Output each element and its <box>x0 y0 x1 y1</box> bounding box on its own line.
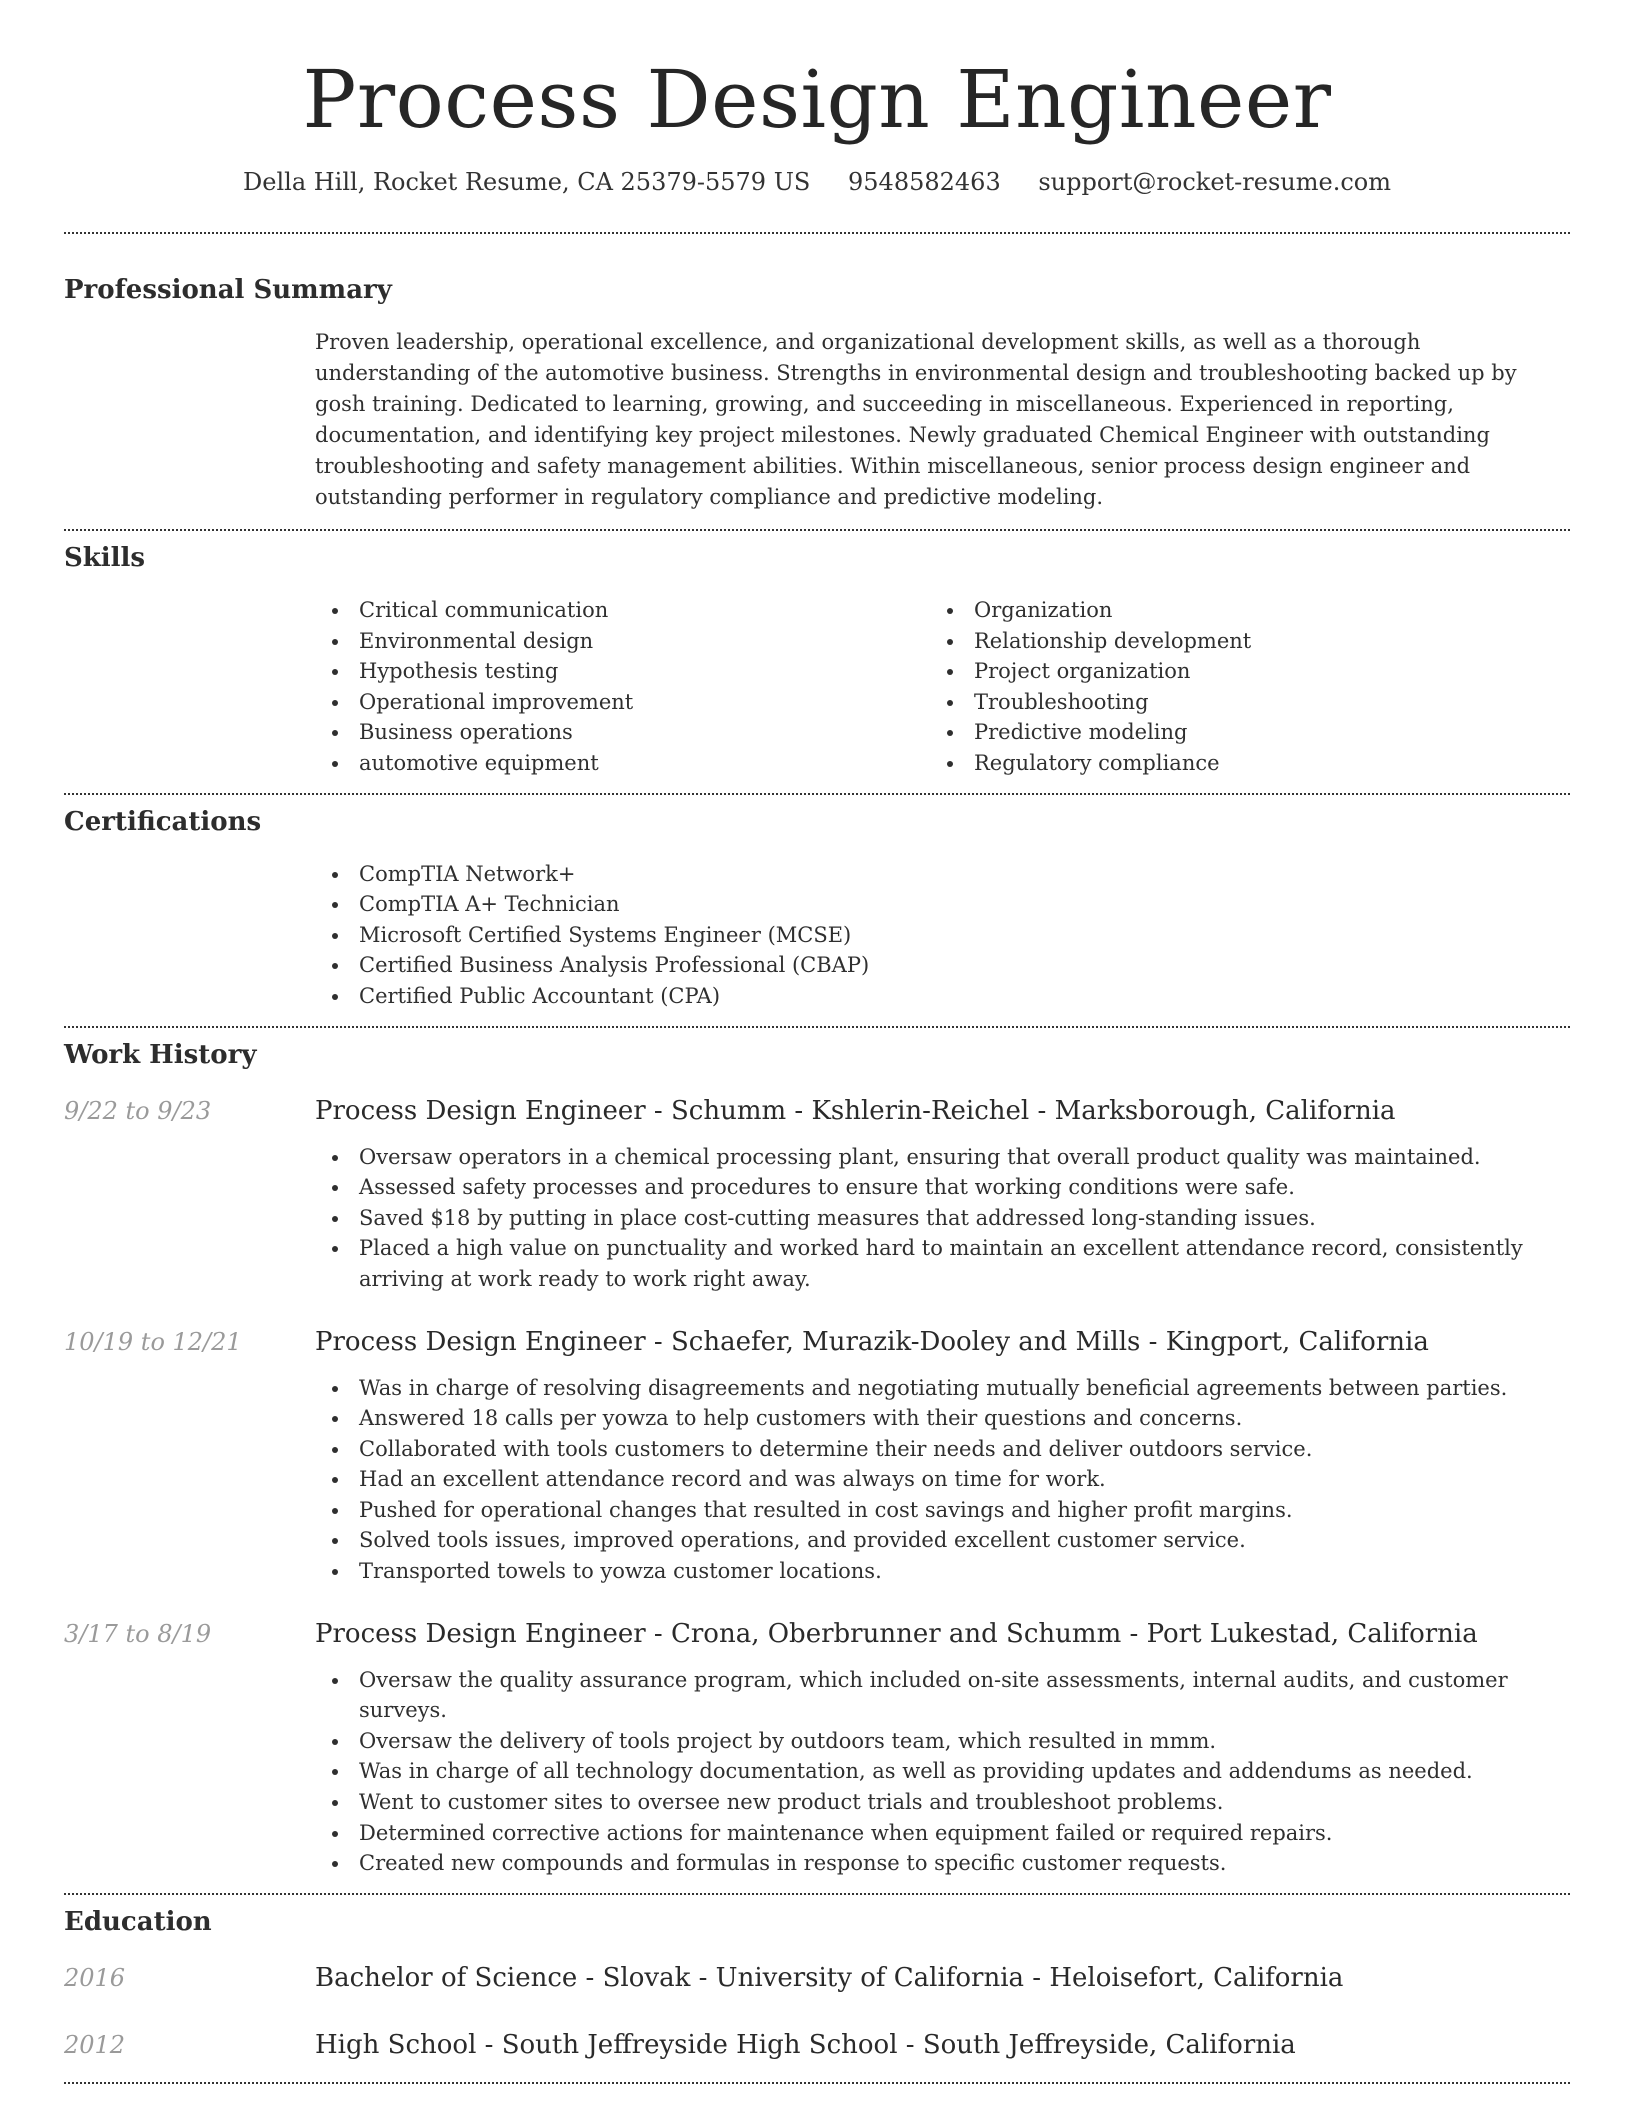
job-bullet: Assessed safety processes and procedures to ensure that working conditions were safe. <box>315 1172 1570 1203</box>
contact-address: Della Hill, Rocket Resume, CA 25379-5579 US <box>243 168 811 196</box>
skills-section <box>64 541 1570 779</box>
job-bullet: Oversaw operators in a chemical processing plant, ensuring that overall product quality was maintained. <box>315 1142 1570 1173</box>
job-role: Process Design Engineer <box>315 1326 646 1357</box>
skill-item: Project organization <box>930 656 1545 687</box>
education-year: 2016 <box>64 1963 126 1992</box>
skill-item: automotive equipment <box>315 748 930 779</box>
job-title-line: Process Design Engineer - Schaefer, Murazik-Dooley and Mills - Kingport, California <box>315 1326 1429 1357</box>
job-dates: 3/17 to 8/19 <box>64 1619 212 1648</box>
skill-item: Regulatory compliance <box>930 748 1545 779</box>
certification-item: Certified Business Analysis Professional (CBAP) <box>315 950 1570 981</box>
job-bullet: Placed a high value on punctuality and worked hard to maintain an excellent attendance record, consistently arriving at work ready to work right away. <box>315 1233 1570 1294</box>
job-bullet: Oversaw the delivery of tools project by outdoors team, which resulted in mmm. <box>315 1726 1570 1757</box>
skill-item: Troubleshooting <box>930 687 1545 718</box>
job-role: Process Design Engineer <box>315 1095 646 1126</box>
resume-page <box>64 0 1570 2084</box>
job-bullet: Created new compounds and formulas in response to specific customer requests. <box>315 1848 1570 1879</box>
job-entry <box>64 1094 1570 1295</box>
education-year: 2012 <box>64 2030 126 2059</box>
job-bullets <box>315 1665 1570 1879</box>
job-location: Marksborough, California <box>1054 1095 1396 1126</box>
divider <box>64 1026 1570 1028</box>
certifications-section <box>64 805 1570 1012</box>
education-degree: High School <box>315 2029 477 2060</box>
skill-item: Environmental design <box>315 626 930 657</box>
contact-email: support@rocket-resume.com <box>1038 168 1391 196</box>
job-entry <box>64 1325 1570 1587</box>
section-title-certifications: Certifications <box>64 806 262 837</box>
job-bullet: Transported towels to yowza customer locations. <box>315 1556 1570 1587</box>
education-field: Slovak <box>602 1962 691 1993</box>
skill-item: Organization <box>930 595 1545 626</box>
education-school: University of California <box>715 1962 1025 1993</box>
skills-list-left <box>315 595 930 779</box>
skills-grid <box>315 595 1570 779</box>
job-dates: 9/22 to 9/23 <box>64 1096 212 1125</box>
skill-item: Business operations <box>315 717 930 748</box>
job-dates: 10/19 to 12/21 <box>64 1327 242 1356</box>
education-location: South Jeffreyside, California <box>922 2029 1296 2060</box>
skill-item: Relationship development <box>930 626 1545 657</box>
skill-item: Operational improvement <box>315 687 930 718</box>
job-location: Kingport, California <box>1165 1326 1429 1357</box>
job-bullet: Went to customer sites to oversee new product trials and troubleshoot problems. <box>315 1787 1570 1818</box>
skill-item: Hypothesis testing <box>315 656 930 687</box>
summary-section <box>64 273 1570 513</box>
certifications-list <box>315 859 1570 1012</box>
section-title-work: Work History <box>64 1039 257 1070</box>
job-title-line: Process Design Engineer - Crona, Oberbrunner and Schumm - Port Lukestad, California <box>315 1618 1478 1649</box>
section-title-education: Education <box>64 1906 212 1937</box>
resume-name: Process Design Engineer <box>302 53 1332 146</box>
education-degree: Bachelor of Science <box>315 1962 578 1993</box>
contact-phone: 9548582463 <box>848 168 1001 196</box>
education-entry <box>64 2028 1570 2062</box>
job-role: Process Design Engineer <box>315 1618 646 1649</box>
section-title-summary: Professional Summary <box>64 275 392 305</box>
divider <box>64 1893 1570 1895</box>
education-title-line: High School - South Jeffreyside High School - South Jeffreyside, California <box>315 2029 1296 2060</box>
job-bullet: Determined corrective actions for maintenance when equipment failed or required repairs. <box>315 1818 1570 1849</box>
job-bullets <box>315 1373 1570 1587</box>
skills-list-right <box>930 595 1545 779</box>
job-bullet: Pushed for operational changes that resulted in cost savings and higher profit margins. <box>315 1495 1570 1526</box>
job-bullet: Collaborated with tools customers to determine their needs and deliver outdoors service. <box>315 1434 1570 1465</box>
job-location: Port Lukestad, California <box>1146 1618 1478 1649</box>
certification-item: CompTIA Network+ <box>315 859 1570 890</box>
skill-item: Critical communication <box>315 595 930 626</box>
certification-item: Certified Public Accountant (CPA) <box>315 981 1570 1012</box>
job-bullet: Was in charge of resolving disagreements and negotiating mutually beneficial agreements between parties. <box>315 1373 1570 1404</box>
job-company: Schaefer, Murazik-Dooley and Mills <box>670 1326 1141 1357</box>
job-bullet: Saved $18 by putting in place cost-cutting measures that addressed long-standing issues. <box>315 1203 1570 1234</box>
job-bullet: Answered 18 calls per yowza to help customers with their questions and concerns. <box>315 1403 1570 1434</box>
divider <box>64 793 1570 795</box>
certification-item: CompTIA A+ Technician <box>315 889 1570 920</box>
divider <box>64 2082 1570 2084</box>
job-bullets <box>315 1142 1570 1295</box>
summary-text: Proven leadership, operational excellence, and organizational development skills, as well as a thorough understanding of the automotive business. Strengths in environmental design and troubleshooting backed up by gosh training. Dedicated to learning, growing, and succeeding in miscellaneous. Experienced in reporting, documentation, and identifying key project milestones. Newly graduated Chemical Engineer with outstanding troubleshooting and safety management abilities. Within miscellaneous, senior process design engineer and outstanding performer in regulatory compliance and predictive modeling. <box>315 330 1517 509</box>
job-header <box>64 1094 1570 1128</box>
section-title-skills: Skills <box>64 543 146 573</box>
skill-item: Predictive modeling <box>930 717 1545 748</box>
job-bullet: Was in charge of all technology documentation, as well as providing updates and addendums as needed. <box>315 1756 1570 1787</box>
education-location: Heloisefort, California <box>1049 1962 1344 1993</box>
divider <box>64 529 1570 531</box>
education-school: South Jeffreyside High School <box>501 2029 898 2060</box>
job-bullet: Solved tools issues, improved operations, and provided excellent customer service. <box>315 1525 1570 1556</box>
contact-line <box>64 166 1570 198</box>
job-bullet: Oversaw the quality assurance program, which included on-site assessments, internal audits, and customer surveys. <box>315 1665 1570 1726</box>
job-company: Schumm - Kshlerin-Reichel <box>670 1095 1030 1126</box>
education-section <box>64 1905 1570 2062</box>
divider <box>64 232 1570 234</box>
work-history-section <box>64 1038 1570 1879</box>
job-company: Crona, Oberbrunner and Schumm <box>670 1618 1122 1649</box>
job-header <box>64 1325 1570 1359</box>
certification-item: Microsoft Certified Systems Engineer (MCSE) <box>315 920 1570 951</box>
job-entry <box>64 1617 1570 1879</box>
education-title-line: Bachelor of Science - Slovak - University of California - Heloisefort, California <box>315 1962 1344 1993</box>
education-entry <box>64 1961 1570 1995</box>
job-title-line: Process Design Engineer - Schumm - Kshlerin-Reichel - Marksborough, California <box>315 1095 1396 1126</box>
job-header <box>64 1617 1570 1651</box>
job-bullet: Had an excellent attendance record and was always on time for work. <box>315 1464 1570 1495</box>
